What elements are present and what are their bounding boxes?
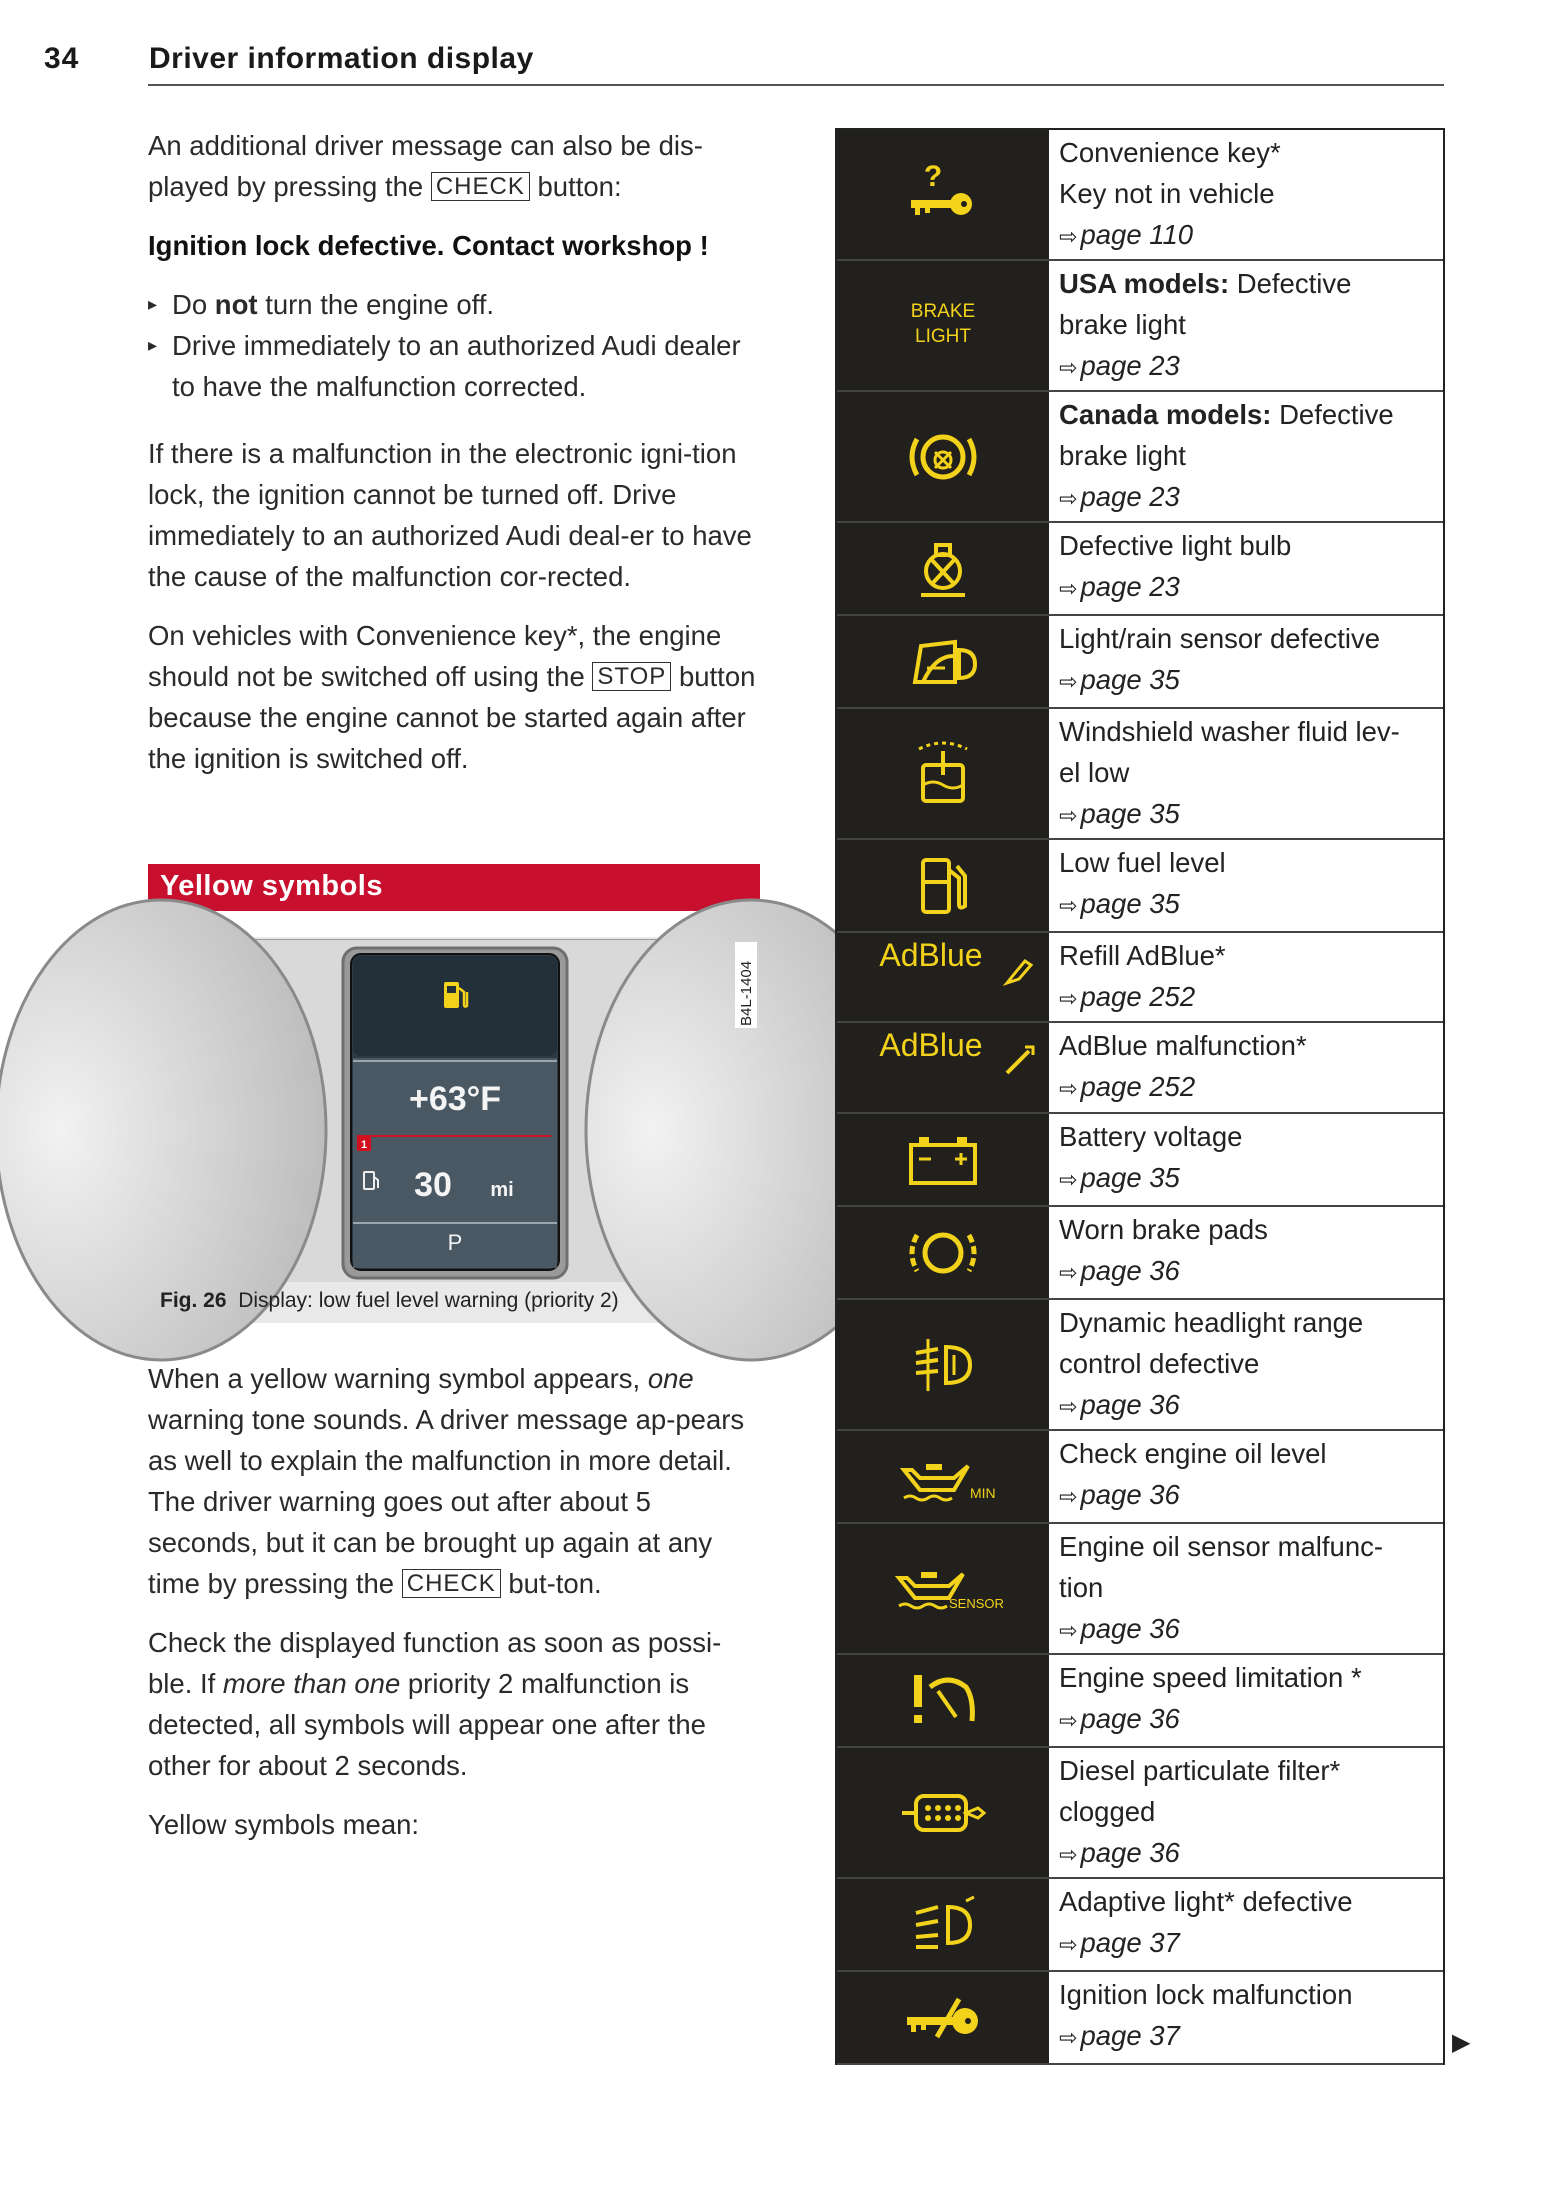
oil-level-icon [837,1431,1049,1522]
symbol-description: Check engine oil level ⇨ page 36 [1049,1431,1443,1522]
page-reference[interactable]: ⇨ page 252 [1059,1071,1196,1102]
headlight-range-icon [837,1300,1049,1429]
table-row [837,1300,1443,1431]
symbol-description: Diesel particulate filter* clogged ⇨ page 36 [1049,1748,1443,1877]
table-row [837,1879,1443,1972]
svg-text:MIN: MIN [970,1484,996,1501]
adblue-refill-icon: AdBlue [837,933,1049,1021]
table-row [837,840,1443,933]
intro-paragraph: An additional driver message can also be dis- played by pressing the CHECK button: [148,130,703,202]
page-reference[interactable]: ⇨ page 36 [1059,1255,1180,1286]
page-reference[interactable]: ⇨ page 23 [1059,571,1180,602]
figure-caption: Fig. 26 Display: low fuel level warning (priority 2) [160,1289,619,1312]
symbol-description: USA models: Defective brake light ⇨ page 23 [1049,261,1443,390]
oil-sensor-icon [837,1524,1049,1653]
bulb-defective-icon [837,523,1049,614]
page-reference[interactable]: ⇨ page 36 [1059,1389,1180,1420]
symbol-description: Engine oil sensor malfunc- tion ⇨ page 36 [1049,1524,1443,1653]
fuel-pump-icon [837,840,1049,931]
section-heading [148,864,760,911]
figure [148,937,760,1323]
symbol-description: Light/rain sensor defective ⇨ page 35 [1049,616,1443,707]
temperature-readout: +63°F [408,1080,502,1118]
table-row [837,1114,1443,1207]
page-reference[interactable]: ⇨ page 36 [1059,1613,1180,1644]
page-reference[interactable]: ⇨ page 37 [1059,2020,1180,2051]
malfunction-paragraph: If there is a malfunction in the electronic igni-tion lock, the ignition cannot be turned off. Drive immediately to an authorized Audi deal-er to have the cause of the malfunction cor-rected. [148,438,752,592]
table-row [837,523,1443,616]
page-reference[interactable]: ⇨ page 36 [1059,1837,1180,1868]
symbol-description: Ignition lock malfunction ⇨ page 37 [1049,1972,1443,2063]
symbols-intro: Yellow symbols mean: [148,1809,420,1840]
page-reference[interactable]: ⇨ page 252 [1059,981,1196,1012]
page-reference[interactable]: ⇨ page 35 [1059,664,1180,695]
page-reference[interactable]: ⇨ page 110 [1059,219,1194,250]
svg-text:?: ? [923,159,943,193]
symbol-description: Dynamic headlight range control defective ⇨ page 36 [1049,1300,1443,1429]
table-row [837,1431,1443,1524]
page-title: Driver information display [149,42,534,75]
symbol-description: Adaptive light* defective ⇨ page 37 [1049,1879,1443,1970]
stop-key: STOP [592,662,671,691]
gear-indicator: P [447,1230,463,1255]
yellow-symbols-table [835,128,1445,2065]
check-key: CHECK [402,1569,501,1598]
table-row [837,933,1443,1023]
ignition-lock-icon [837,1972,1049,2063]
symbol-description: Worn brake pads ⇨ page 36 [1049,1207,1443,1298]
page-reference[interactable]: ⇨ page 35 [1059,798,1180,829]
page-number: 34 [44,42,80,75]
symbol-description: AdBlue malfunction* ⇨ page 252 [1049,1023,1443,1112]
washer-fluid-icon [837,709,1049,838]
table-row [837,1524,1443,1655]
symbol-description: Refill AdBlue* ⇨ page 252 [1049,933,1443,1021]
ignition-message: Ignition lock defective. Contact workshop ! [148,230,709,261]
table-row [837,1972,1443,2065]
page-reference[interactable]: ⇨ page 35 [1059,888,1180,919]
table-row [837,709,1443,840]
priority-badge: 1 [360,1139,368,1151]
symbol-description: Low fuel level ⇨ page 35 [1049,840,1443,931]
section-title: Yellow symbols [160,870,383,902]
table-row [837,1207,1443,1300]
page-reference[interactable]: ⇨ page 23 [1059,481,1180,512]
symbol-description: Canada models: Defective brake light ⇨ page 23 [1049,392,1443,521]
list-item: ▸ Drive immediately to an authorized Audi dealer to have the malfunction corrected. [148,330,741,402]
range-unit: mi [490,1179,514,1201]
check-key: CHECK [431,172,530,201]
page-reference[interactable]: ⇨ page 35 [1059,1162,1180,1193]
adblue-malfunction-icon: AdBlue [837,1023,1049,1112]
symbol-description: Convenience key* Key not in vehicle ⇨ page 110 [1049,130,1443,259]
particulate-filter-icon [837,1748,1049,1877]
action-list [148,284,760,407]
page-reference[interactable]: ⇨ page 36 [1059,1479,1180,1510]
page-reference[interactable]: ⇨ page 36 [1059,1703,1180,1734]
symbol-description: Defective light bulb ⇨ page 23 [1049,523,1443,614]
brake-pads-icon [837,1207,1049,1298]
intro-text [148,125,760,797]
body-text [148,1358,760,1863]
figure-code: B4L-1404 [738,960,755,1026]
table-row [837,261,1443,392]
light-rain-sensor-icon [837,616,1049,707]
symbol-description: Engine speed limitation * ⇨ page 36 [1049,1655,1443,1746]
priority-paragraph: Check the displayed function as soon as possi-ble. If more than one priority 2 malfunction is detected, all symbols will appear one after the other for about 2 seconds. [148,1627,722,1781]
table-row [837,392,1443,523]
table-row [837,1748,1443,1879]
adaptive-light-icon [837,1879,1049,1970]
table-row [837,616,1443,709]
table-row [837,1655,1443,1748]
instrument-cluster-drawing [151,940,759,1282]
symbol-description: Windshield washer fluid lev- el low ⇨ page 35 [1049,709,1443,838]
brake-light-icon [837,392,1049,521]
symbol-description: Battery voltage ⇨ page 35 [1049,1114,1443,1205]
instrument-cluster-image [150,939,758,1281]
next-page-icon: ▶ [1452,2029,1471,2056]
battery-icon [837,1114,1049,1205]
brake-light-text-icon: BRAKE LIGHT [837,261,1049,390]
page-header [44,38,1444,90]
svg-text:SENSOR: SENSOR [949,1595,1004,1611]
page-reference[interactable]: ⇨ page 23 [1059,350,1180,381]
speed-limitation-icon [837,1655,1049,1746]
page-reference[interactable]: ⇨ page 37 [1059,1927,1180,1958]
table-row [837,130,1443,261]
header-rule [148,84,1444,86]
convenience-key-paragraph: On vehicles with Convenience key*, the engine should not be switched off using the STOP button because the engine cannot be started again after the ignition is switched off. [148,620,756,774]
range-value: 30 [414,1166,452,1204]
table-row [837,1023,1443,1114]
warning-paragraph: When a yellow warning symbol appears, one warning tone sounds. A driver message ap-pears as well to explain the malfunction in more detail. The driver warning goes out after about 5 seconds, but it can be brought up again at any time by pressing the CHECK but-ton. [148,1363,745,1599]
convenience-key-icon [837,130,1049,259]
list-item: ▸ Do not turn the engine off. [148,289,495,320]
